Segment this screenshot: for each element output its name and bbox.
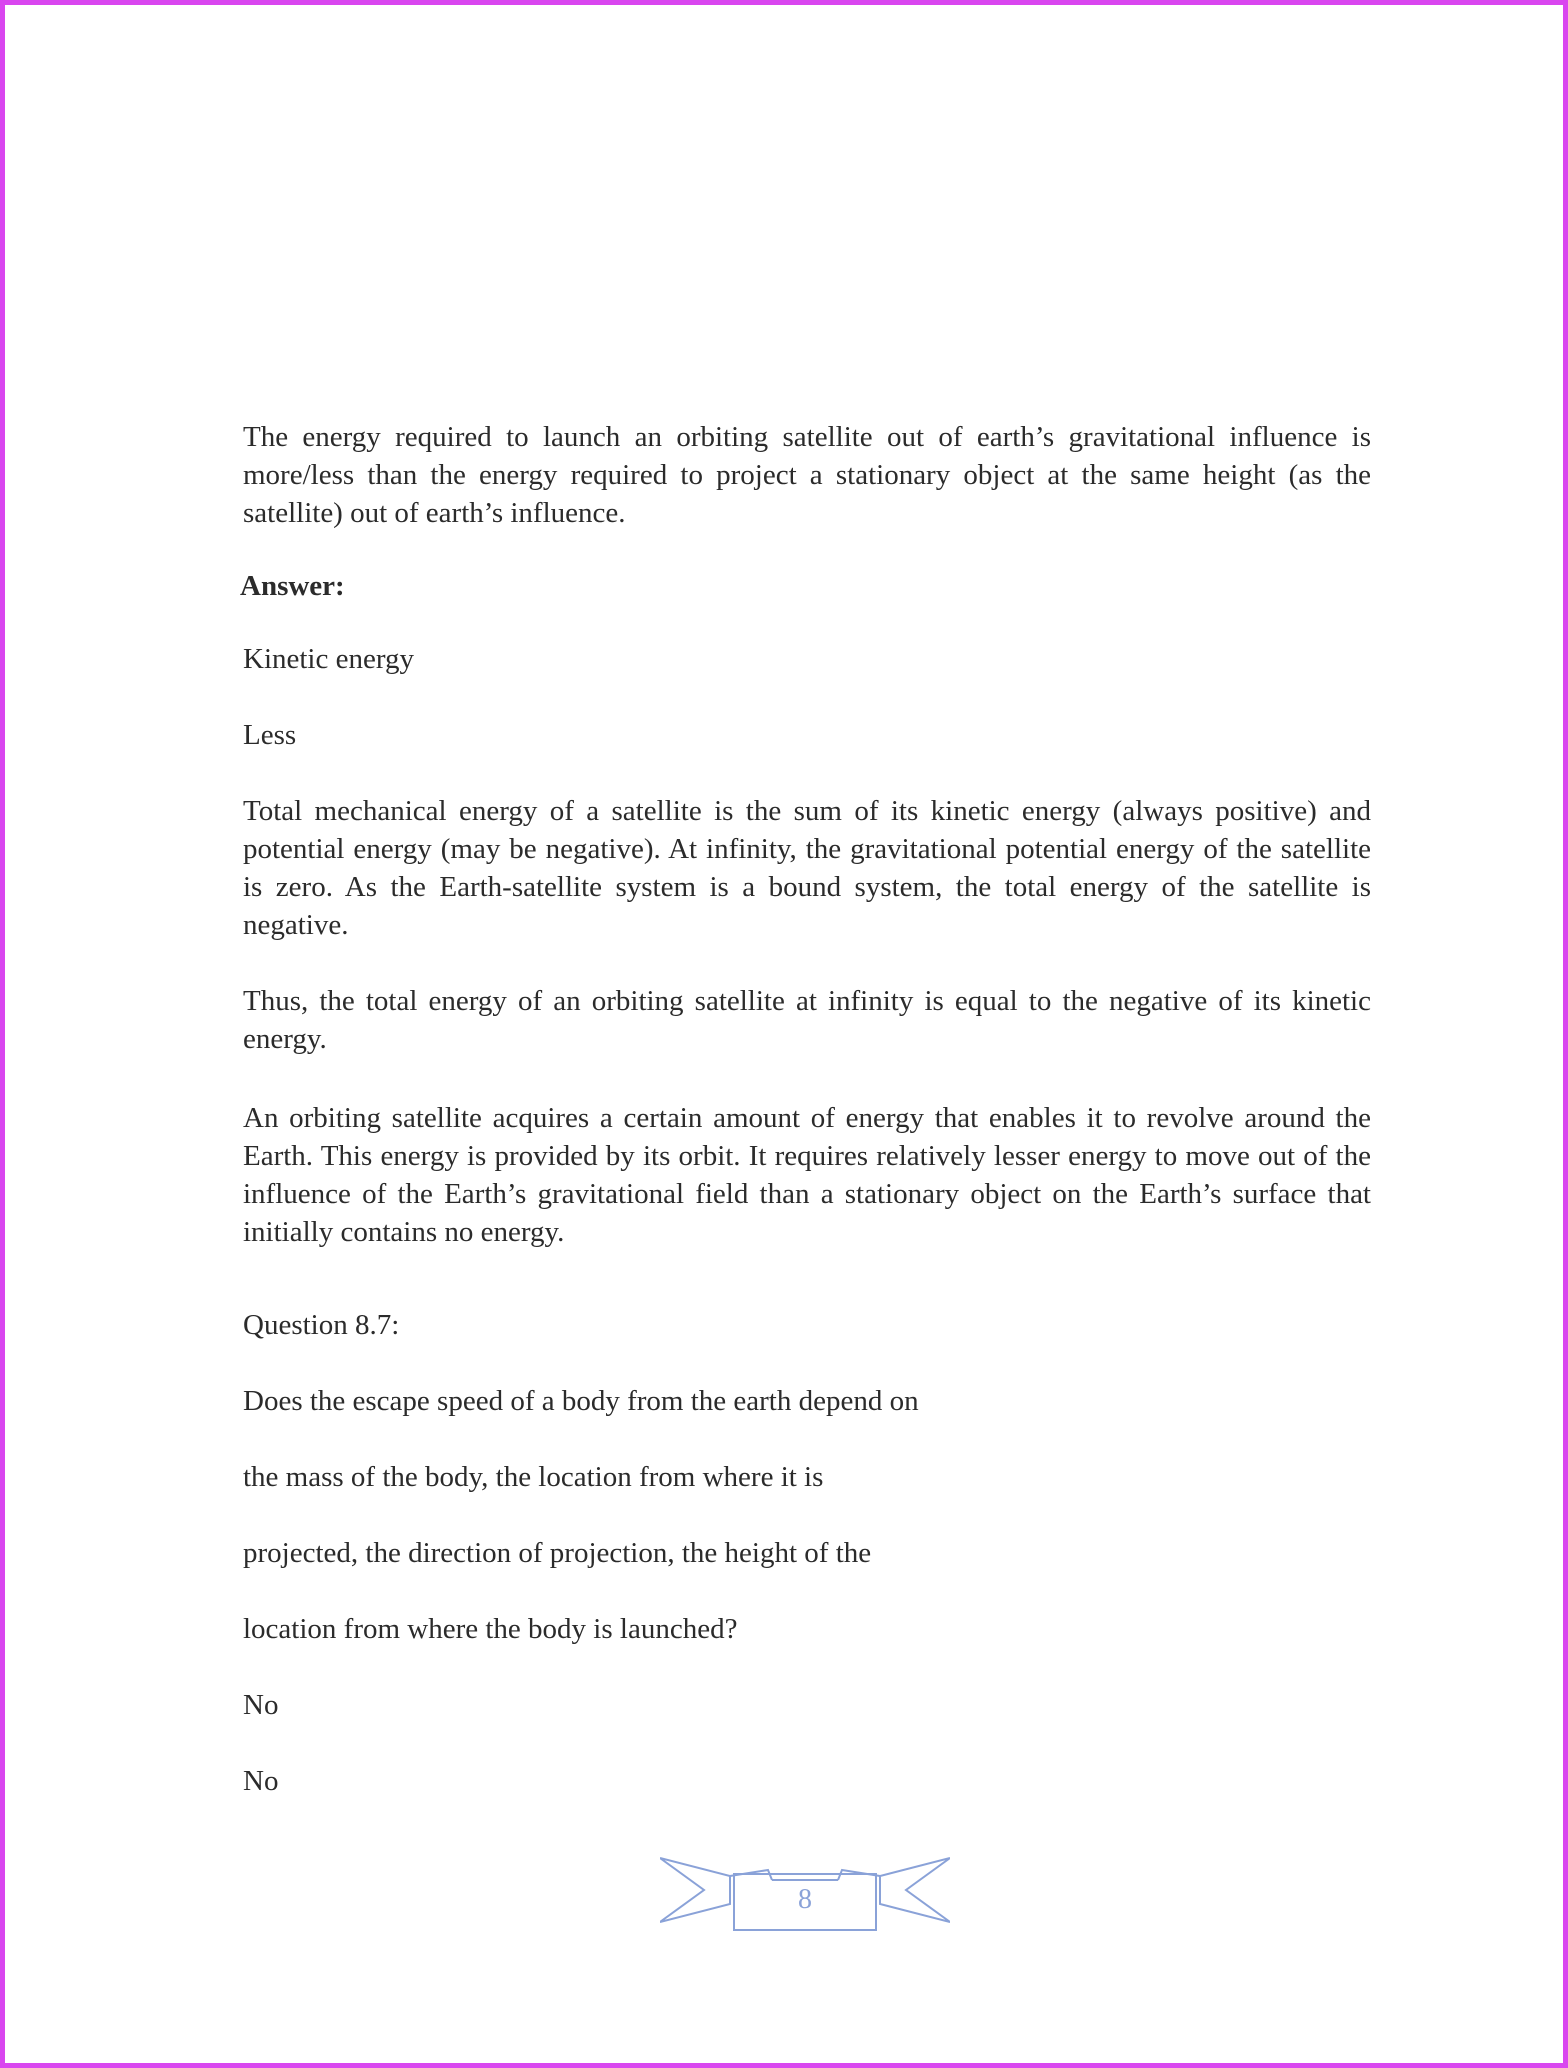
reply-no-2: No bbox=[243, 1765, 279, 1797]
question-line-3: projected, the direction of projection, the height of the bbox=[243, 1537, 872, 1569]
document-body bbox=[240, 418, 1371, 1800]
question-line-4: location from where the body is launched? bbox=[243, 1613, 738, 1645]
answer-kinetic-energy: Kinetic energy bbox=[243, 643, 414, 675]
answer-label: Answer: bbox=[240, 570, 345, 602]
question-line-2: the mass of the body, the location from where it is bbox=[243, 1461, 824, 1493]
explanation-paragraph-1: Total mechanical energy of a satellite is the sum of its kinetic energy (always positive) and potential energy (may be negative). At infinity, the gravitational potential energy of the satellite is zero. As the Earth-satellite system is a bound system, the total energy of the satellite is negative. bbox=[243, 795, 1371, 941]
explanation-paragraph-3: An orbiting satellite acquires a certain amount of energy that enables it to revolve around the Earth. This energy is provided by its orbit. It requires relatively lesser energy to move out of the influence of the Earth’s gravitational field than a stationary object on the Earth’s surface that initially contains no energy. bbox=[243, 1102, 1371, 1248]
question-title: Question 8.7: bbox=[243, 1309, 400, 1341]
page-number: 8 bbox=[798, 1884, 812, 1915]
explanation-paragraph-2: Thus, the total energy of an orbiting satellite at infinity is equal to the negative of its kinetic energy. bbox=[243, 985, 1371, 1055]
answer-less: Less bbox=[243, 719, 297, 751]
reply-no-1: No bbox=[243, 1689, 279, 1721]
question-line-1: Does the escape speed of a body from the earth depend on bbox=[243, 1385, 919, 1417]
intro-paragraph: The energy required to launch an orbiting satellite out of earth’s gravitational influence is more/less than the energy required to project a stationary object at the same height (as the satellite) out of earth’s influence. bbox=[243, 421, 1371, 529]
